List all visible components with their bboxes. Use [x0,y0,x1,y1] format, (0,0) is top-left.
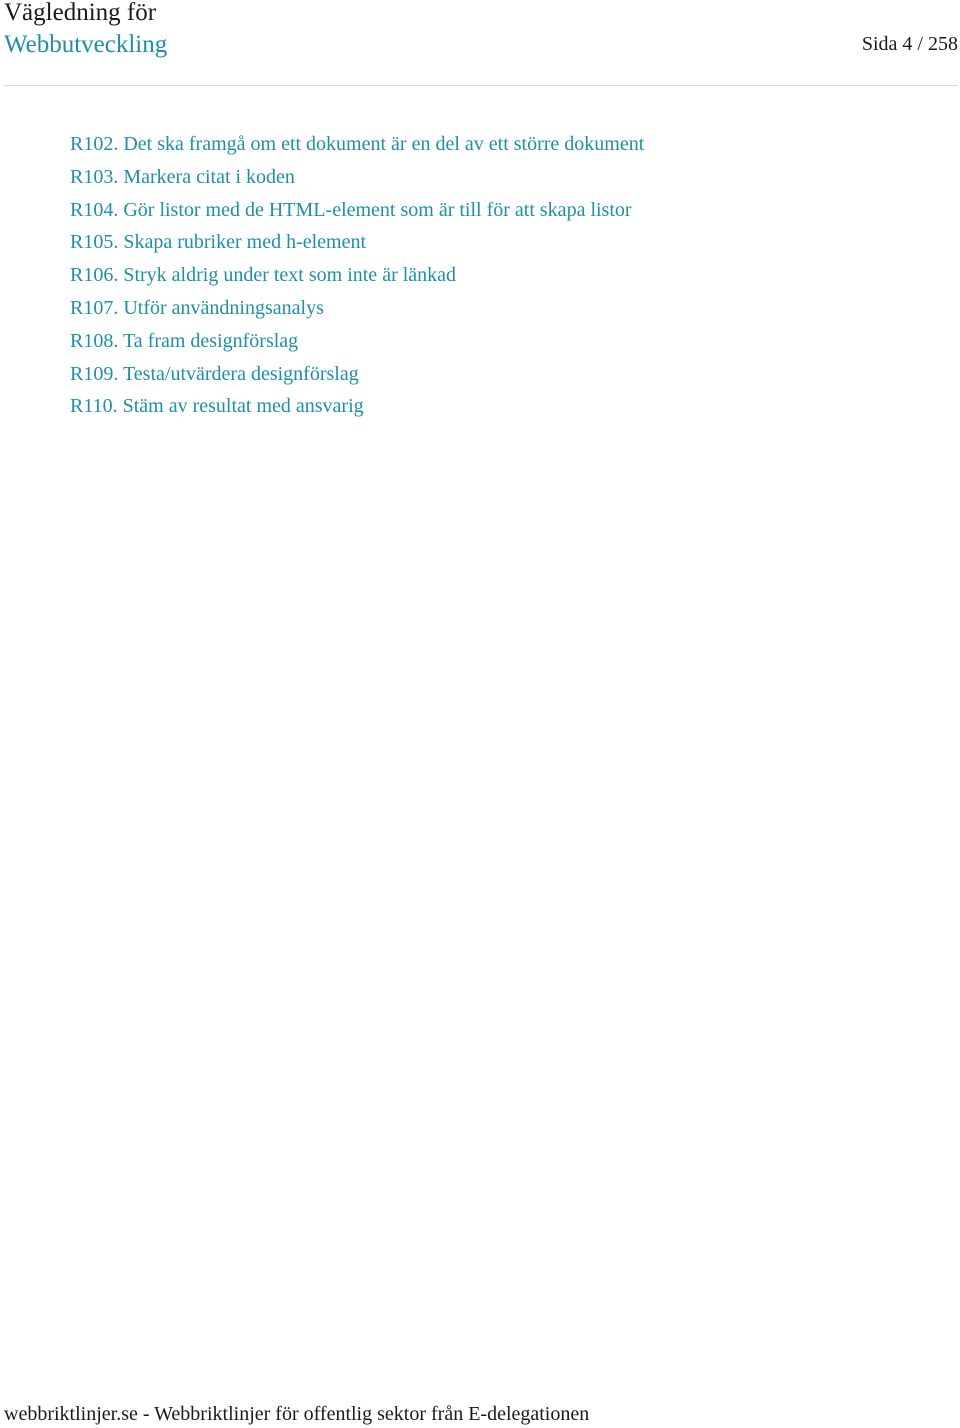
toc-link-r110[interactable]: R110. Stäm av resultat med ansvarig [70,395,364,418]
toc-link-r107[interactable]: R107. Utför användningsanalys [70,296,324,319]
toc-link-r103[interactable]: R103. Markera citat i koden [70,165,295,188]
page-header [0,0,960,86]
toc-link-r105[interactable]: R105. Skapa rubriker med h-element [70,231,367,254]
toc-link-r109[interactable]: R109. Testa/utvärdera designförslag [70,362,359,385]
toc-link-r108[interactable]: R108. Ta fram designförslag [70,329,299,352]
toc-link-r102[interactable]: R102. Det ska framgå om ett dokument är en del av ett större dokument [70,133,645,155]
document-title-line1: Vägledning för [4,0,157,26]
toc-link-r106[interactable]: R106. Stryk aldrig under text som inte är länkad [70,264,457,287]
page-footer: webbriktlinjer.se - Webbriktlinjer för offentlig sektor från E-delegationen [4,1403,590,1425]
document-title-line2[interactable]: Webbutveckling [4,31,168,58]
toc-link-r104[interactable]: R104. Gör listor med de HTML-element som är till för att skapa listor [70,198,632,221]
toc-list [70,128,644,423]
header-divider [4,85,958,86]
page-indicator: Sida 4 / 258 [861,33,958,55]
